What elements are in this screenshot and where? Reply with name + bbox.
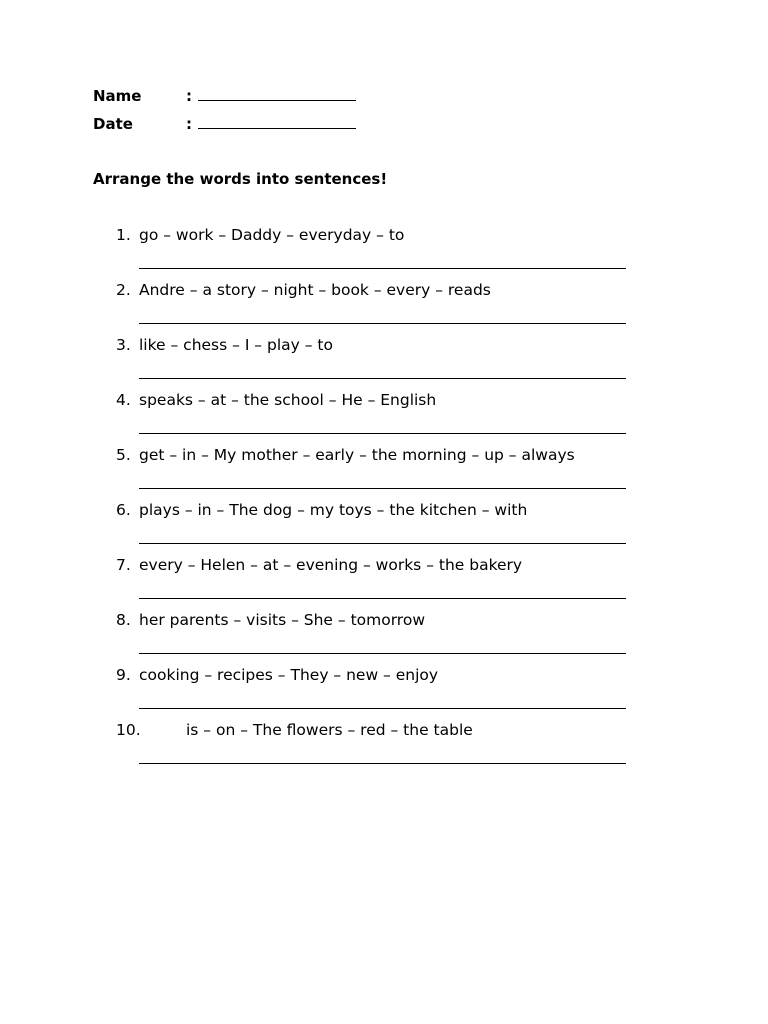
answer-line-7[interactable] [139,598,626,599]
answer-line-4[interactable] [139,433,626,434]
answer-line-8[interactable] [139,653,626,654]
item-words: plays – in – The dog – my toys – the kitchen – with [139,501,528,519]
exercise-item-2 [116,281,636,299]
name-field [93,87,356,105]
item-number: 6. [116,501,131,519]
exercise-item-5 [116,446,636,464]
answer-line-9[interactable] [139,708,626,709]
item-words: is – on – The flowers – red – the table [186,721,473,739]
exercise-item-3 [116,336,636,354]
name-label: Name [93,87,142,105]
item-words: her parents – visits – She – tomorrow [139,611,426,629]
item-words: every – Helen – at – evening – works – the bakery [139,556,523,574]
answer-line-2[interactable] [139,323,626,324]
item-words: get – in – My mother – early – the morning – up – always [139,446,575,464]
exercise-item-9 [116,666,636,684]
answer-line-5[interactable] [139,488,626,489]
date-label: Date [93,115,133,133]
item-number: 4. [116,391,131,409]
item-number: 1. [116,226,131,244]
item-number: 10. [116,721,141,739]
item-number: 5. [116,446,131,464]
exercise-item-7 [116,556,636,574]
exercise-item-1 [116,226,636,244]
item-number: 7. [116,556,131,574]
answer-line-6[interactable] [139,543,626,544]
answer-line-10[interactable] [139,763,626,764]
date-field [93,115,356,133]
item-words: speaks – at – the school – He – English [139,391,437,409]
exercise-item-4 [116,391,636,409]
item-words: go – work – Daddy – everyday – to [139,226,405,244]
exercise-item-6 [116,501,636,519]
item-number: 3. [116,336,131,354]
exercise-item-8 [116,611,636,629]
date-blank-line[interactable] [198,115,356,129]
item-number: 9. [116,666,131,684]
item-words: cooking – recipes – They – new – enjoy [139,666,439,684]
name-blank-line[interactable] [198,87,356,101]
item-number: 8. [116,611,131,629]
answer-line-1[interactable] [139,268,626,269]
item-words: Andre – a story – night – book – every – reads [139,281,491,299]
exercise-item-10 [116,721,636,739]
name-colon: : [186,87,192,105]
item-words: like – chess – I – play – to [139,336,333,354]
instructions-heading: Arrange the words into sentences! [93,170,388,188]
date-colon: : [186,115,192,133]
item-number: 2. [116,281,131,299]
answer-line-3[interactable] [139,378,626,379]
